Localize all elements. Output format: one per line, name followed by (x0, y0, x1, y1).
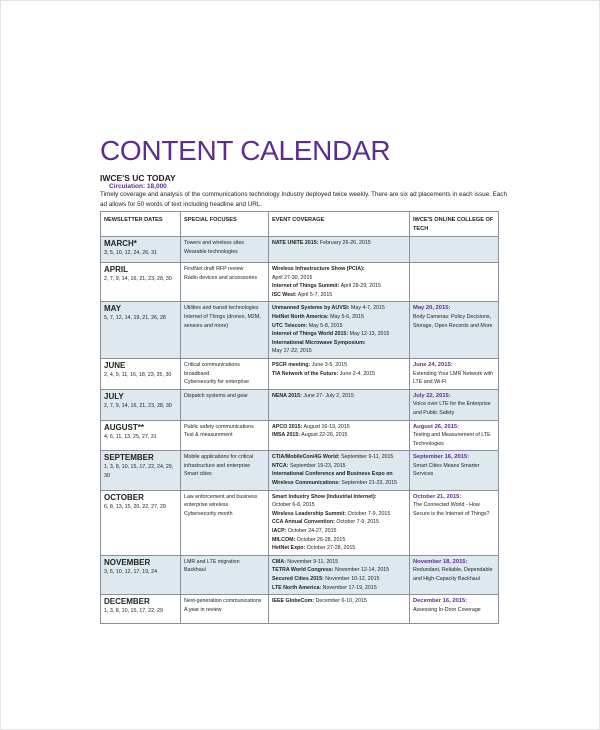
month-name: DECEMBER (104, 597, 150, 607)
month-name: OCTOBER (104, 492, 144, 502)
dates-cell (101, 302, 181, 359)
focus-item: FirstNet draft RFP review (184, 266, 244, 272)
newsletter-dates: 2, 4, 9, 11, 16, 18, 23, 25, 30 (104, 371, 172, 378)
events-cell (269, 490, 410, 555)
event-item (272, 370, 406, 379)
newsletter-dates: 4, 6, 11, 13, 25, 27, 31 (104, 433, 157, 440)
focus-item: Critical communications broadband (184, 361, 240, 377)
focus-item: Mobile applications for critical infrastructure and enterprise (184, 454, 254, 469)
event-dates: November 12-14, 2015 (333, 567, 390, 574)
event-dates: April 5-7, 2015 (296, 291, 333, 298)
dates-cell (101, 263, 181, 302)
calendar-table (100, 211, 499, 624)
newsletter-dates: 2, 7, 9, 14, 16, 21, 23, 28, 30 (104, 276, 172, 282)
event-dates: October 7-9, 2015 (334, 519, 380, 526)
newsletter-dates: 1, 3, 8, 10, 15, 17, 22, 24, 29, 30 (104, 464, 174, 479)
dates-cell (101, 237, 181, 263)
event-dates: November 9-11, 2015 (285, 558, 339, 565)
focuses-cell (181, 451, 269, 490)
focuses-cell (181, 420, 269, 451)
event-dates: August 22-26, 2015 (300, 432, 348, 439)
event-name: IACP: (272, 528, 287, 535)
dates-cell (101, 555, 181, 594)
event-name: International Conference and Business Expo on Wireless Communications: (272, 471, 393, 487)
event-item (272, 566, 406, 575)
table-row (101, 451, 499, 490)
newsletter-dates: 5, 7, 12, 14, 19, 21, 26, 28 (104, 315, 166, 322)
online-date: July 22, 2015: (413, 392, 451, 399)
month-name: MAY (104, 304, 122, 314)
online-cell (410, 595, 499, 624)
online-cell (410, 302, 499, 359)
dates-cell (101, 389, 181, 420)
events-cell (269, 420, 410, 451)
newsletter-dates: 3, 5, 10, 12, 17, 19, 24 (104, 568, 158, 575)
focuses-cell (181, 237, 269, 263)
dates-cell (101, 595, 181, 624)
event-item (272, 423, 406, 432)
month-name: MARCH* (104, 239, 137, 248)
events-cell (269, 237, 410, 263)
event-name: APCO 2015: (272, 423, 303, 430)
header-events: EVENT COVERAGE (269, 212, 410, 237)
focus-item: Public safety communications (184, 423, 254, 430)
focus-item: Cybersecurity month (184, 510, 233, 517)
event-item (272, 527, 406, 536)
event-dates: October 26-28, 2015 (295, 536, 346, 543)
table-row (101, 389, 499, 420)
events-cell (269, 358, 410, 389)
event-item (272, 536, 406, 545)
table-row (101, 420, 499, 451)
event-item (272, 597, 406, 606)
event-name: CCA Annual Convention: (272, 519, 335, 526)
focus-item: A year in review (184, 606, 222, 613)
event-item (272, 584, 406, 593)
event-item (272, 282, 406, 291)
focuses-cell (181, 389, 269, 420)
newsletter-dates: 1, 3, 8, 10, 15, 17, 22, 29 (104, 608, 163, 615)
online-date: September 16, 2015: (413, 454, 470, 461)
event-name: Unmanned Systems by AUVSI: (272, 305, 350, 312)
publication-name: IWCE'S UC TODAY (100, 173, 176, 183)
event-dates: October 6-8, 2015 (272, 502, 315, 509)
event-name: CMA: (272, 558, 286, 565)
event-item (272, 392, 406, 401)
event-name: TIA Network of the Future: (272, 370, 339, 377)
event-dates: December 6-10, 2015 (314, 598, 367, 605)
online-topic: Redundant, Reliable, Dependable and High-Capacity Backhaul (413, 567, 493, 582)
event-item (272, 339, 406, 348)
online-date: June 24, 2015: (413, 361, 453, 368)
online-date: December 16, 2015: (413, 598, 468, 605)
events-cell (269, 595, 410, 624)
newsletter-dates: 3, 5, 10, 12, 24, 26, 31 (104, 250, 158, 256)
event-item (272, 518, 406, 527)
event-item (272, 544, 406, 553)
focus-item: Dispatch systems and gear (184, 392, 248, 399)
focus-item: Law enforcement and business enterprise wireless (184, 493, 258, 509)
online-cell (410, 263, 499, 302)
event-dates: June 3-5, 2015 (310, 361, 348, 368)
header-dates: NEWSLETTER DATES (101, 212, 181, 237)
event-dates: June 27- July 2, 2015 (301, 392, 354, 399)
event-item (272, 510, 406, 519)
header-online: IWCE'S ONLINE COLLEGE OF TECH (410, 212, 499, 237)
event-item (272, 347, 406, 356)
online-topic: The Connected World - How Secure is the Internet of Things? (413, 502, 490, 517)
table-row (101, 358, 499, 389)
event-name: Wireless Leadership Summit: (272, 510, 347, 517)
event-item (272, 470, 406, 487)
event-item (272, 330, 406, 339)
event-dates: May 12-13, 2015 (348, 331, 390, 338)
event-dates: October 27-28, 2015 (305, 545, 356, 552)
event-item (272, 239, 406, 248)
event-dates: November 10-12, 2015 (323, 576, 380, 582)
online-date: November 18, 2015: (413, 558, 468, 565)
event-dates: November 17-19, 2015 (321, 584, 377, 591)
event-dates: May 17-22, 2015 (272, 348, 312, 355)
event-item (272, 453, 406, 462)
online-topic: Smart Cities Means Smarter Services (413, 462, 480, 478)
online-date: May 20, 2015: (413, 305, 451, 312)
events-cell (269, 302, 410, 359)
online-cell (410, 358, 499, 389)
event-item (272, 322, 406, 331)
event-item (272, 493, 406, 502)
focuses-cell (181, 302, 269, 359)
focus-item: Radio devices and accessories (184, 274, 258, 281)
circulation: Circulation: 18,000 (109, 183, 167, 190)
event-name: HetNet Expo: (272, 545, 306, 552)
event-name: MILCOM: (272, 536, 296, 543)
event-name: NENA 2015: (272, 392, 302, 399)
event-name: PSCR meeting: (272, 361, 311, 368)
online-topic: Extending Your LMR Network with LTE and Wi-Fi (413, 370, 494, 386)
online-topic: Assessing In-Door Coverage (413, 606, 481, 613)
event-item (272, 558, 406, 567)
focuses-cell (181, 555, 269, 594)
event-name: Wireless Infrastructure Show (PCIA): (272, 266, 365, 272)
online-topic: Voice over LTE for the Enterprise and Public Safety (413, 401, 491, 416)
event-name: UTC Telecom: (272, 322, 308, 329)
event-item (272, 265, 406, 274)
events-cell (269, 555, 410, 594)
event-name: ISC West: (272, 291, 297, 298)
month-name: NOVEMBER (104, 557, 151, 567)
focus-item: Smart cities (184, 471, 212, 478)
online-cell (410, 420, 499, 451)
event-item (272, 304, 406, 313)
online-cell (410, 555, 499, 594)
dates-cell (101, 490, 181, 555)
focus-item: Wearable technologies (184, 248, 238, 255)
event-name: Secured Cities 2015: (272, 576, 324, 582)
event-name: IEEE GlobeCom: (272, 598, 315, 605)
table-row (101, 263, 499, 302)
event-item (272, 462, 406, 471)
online-cell (410, 451, 499, 490)
newsletter-dates: 6, 8, 13, 15, 20, 22, 27, 29 (104, 503, 166, 510)
event-name: NATE UNITE 2015: (272, 240, 319, 246)
event-dates: May 5-6, 2015 (328, 313, 364, 320)
online-topic: Testing and Measurement of LTE Technologies (413, 432, 491, 447)
dates-cell (101, 358, 181, 389)
event-name: TETRA World Congress: (272, 567, 334, 574)
event-name: Internet of Things Summit: (272, 283, 340, 290)
focus-item: Internet of Things (drones, M2M, sensors and more) (184, 313, 261, 329)
table-row (101, 302, 499, 359)
focus-item: Cybersecurity for enterprise (184, 379, 250, 386)
event-name: HetNet North America: (272, 313, 329, 320)
table-header (101, 212, 499, 237)
focus-item: LMR and LTE migration (184, 558, 240, 565)
month-name: SEPTEMBER (104, 453, 154, 463)
event-dates: August 16-19, 2015 (302, 423, 350, 430)
online-date: August 26, 2015: (413, 423, 460, 430)
events-cell (269, 263, 410, 302)
month-name: JUNE (104, 360, 126, 370)
table-row (101, 237, 499, 263)
event-dates: October 7-9, 2015 (346, 510, 391, 517)
event-name: Internet of Things World 2015: (272, 331, 349, 338)
table-row (101, 490, 499, 555)
focuses-cell (181, 263, 269, 302)
online-cell (410, 490, 499, 555)
focus-item: Next-generation communications (184, 598, 262, 605)
dates-cell (101, 420, 181, 451)
online-cell (410, 237, 499, 263)
month-name: AUGUST** (104, 422, 145, 432)
focus-item: Utilities and transit technologies (184, 305, 259, 312)
description: Timely coverage and analysis of the communications technology Industry deployed twice weekly. There are six ad placements in each issue. Each ad allows for 50 words of text including headline and URL. (100, 191, 507, 208)
events-cell (269, 451, 410, 490)
focus-item: Backhaul (184, 567, 206, 574)
event-name: CTIA/MobileCon/4G World: (272, 454, 340, 461)
event-name: IMSA 2015: (272, 432, 301, 439)
month-name: APRIL (104, 265, 128, 274)
event-dates: May 4-7, 2015 (349, 305, 385, 312)
online-topic: Body Cameras: Policy Decisions, Storage, Open Records and More (413, 313, 493, 329)
event-dates: May 5-8, 2015 (307, 322, 343, 329)
event-dates: April 28-29, 2015 (339, 283, 381, 290)
event-name: Smart Industry Show (Industrial Internet): (272, 493, 377, 500)
event-dates: April 27-30, 2015 (272, 274, 313, 281)
dates-cell (101, 451, 181, 490)
event-item (272, 291, 406, 300)
event-dates: September 21-23, 2015 (339, 480, 398, 487)
event-item (272, 431, 406, 440)
focus-item: Towers and wireless sites (184, 240, 245, 246)
online-cell (410, 389, 499, 420)
event-dates: June 2-4, 2015 (338, 370, 376, 377)
event-name: NTCA: (272, 462, 289, 469)
events-cell (269, 389, 410, 420)
event-item (272, 575, 406, 584)
newsletter-dates: 2, 7, 9, 14, 16, 21, 23, 28, 30 (104, 402, 172, 409)
focus-item: Test & measurement (184, 432, 233, 439)
online-date: October 21, 2015: (413, 493, 462, 500)
event-dates: October 24-27, 2015 (286, 528, 337, 535)
event-dates: September 9-11, 2015 (339, 454, 394, 461)
event-dates: February 26-26, 2015 (318, 240, 371, 246)
event-item (272, 501, 406, 510)
month-name: JULY (104, 391, 124, 401)
table-row (101, 555, 499, 594)
table-row (101, 595, 499, 624)
event-item (272, 313, 406, 322)
focuses-cell (181, 595, 269, 624)
header-focuses: SPECIAL FOCUSES (181, 212, 269, 237)
event-name: LTE North America: (272, 584, 322, 591)
event-dates: September 19-23, 2015 (288, 462, 346, 469)
focuses-cell (181, 358, 269, 389)
event-item (272, 274, 406, 283)
event-name: International Microwave Symposium: (272, 339, 366, 346)
focuses-cell (181, 490, 269, 555)
page-title: CONTENT CALENDAR (100, 135, 391, 166)
event-item (272, 361, 406, 370)
